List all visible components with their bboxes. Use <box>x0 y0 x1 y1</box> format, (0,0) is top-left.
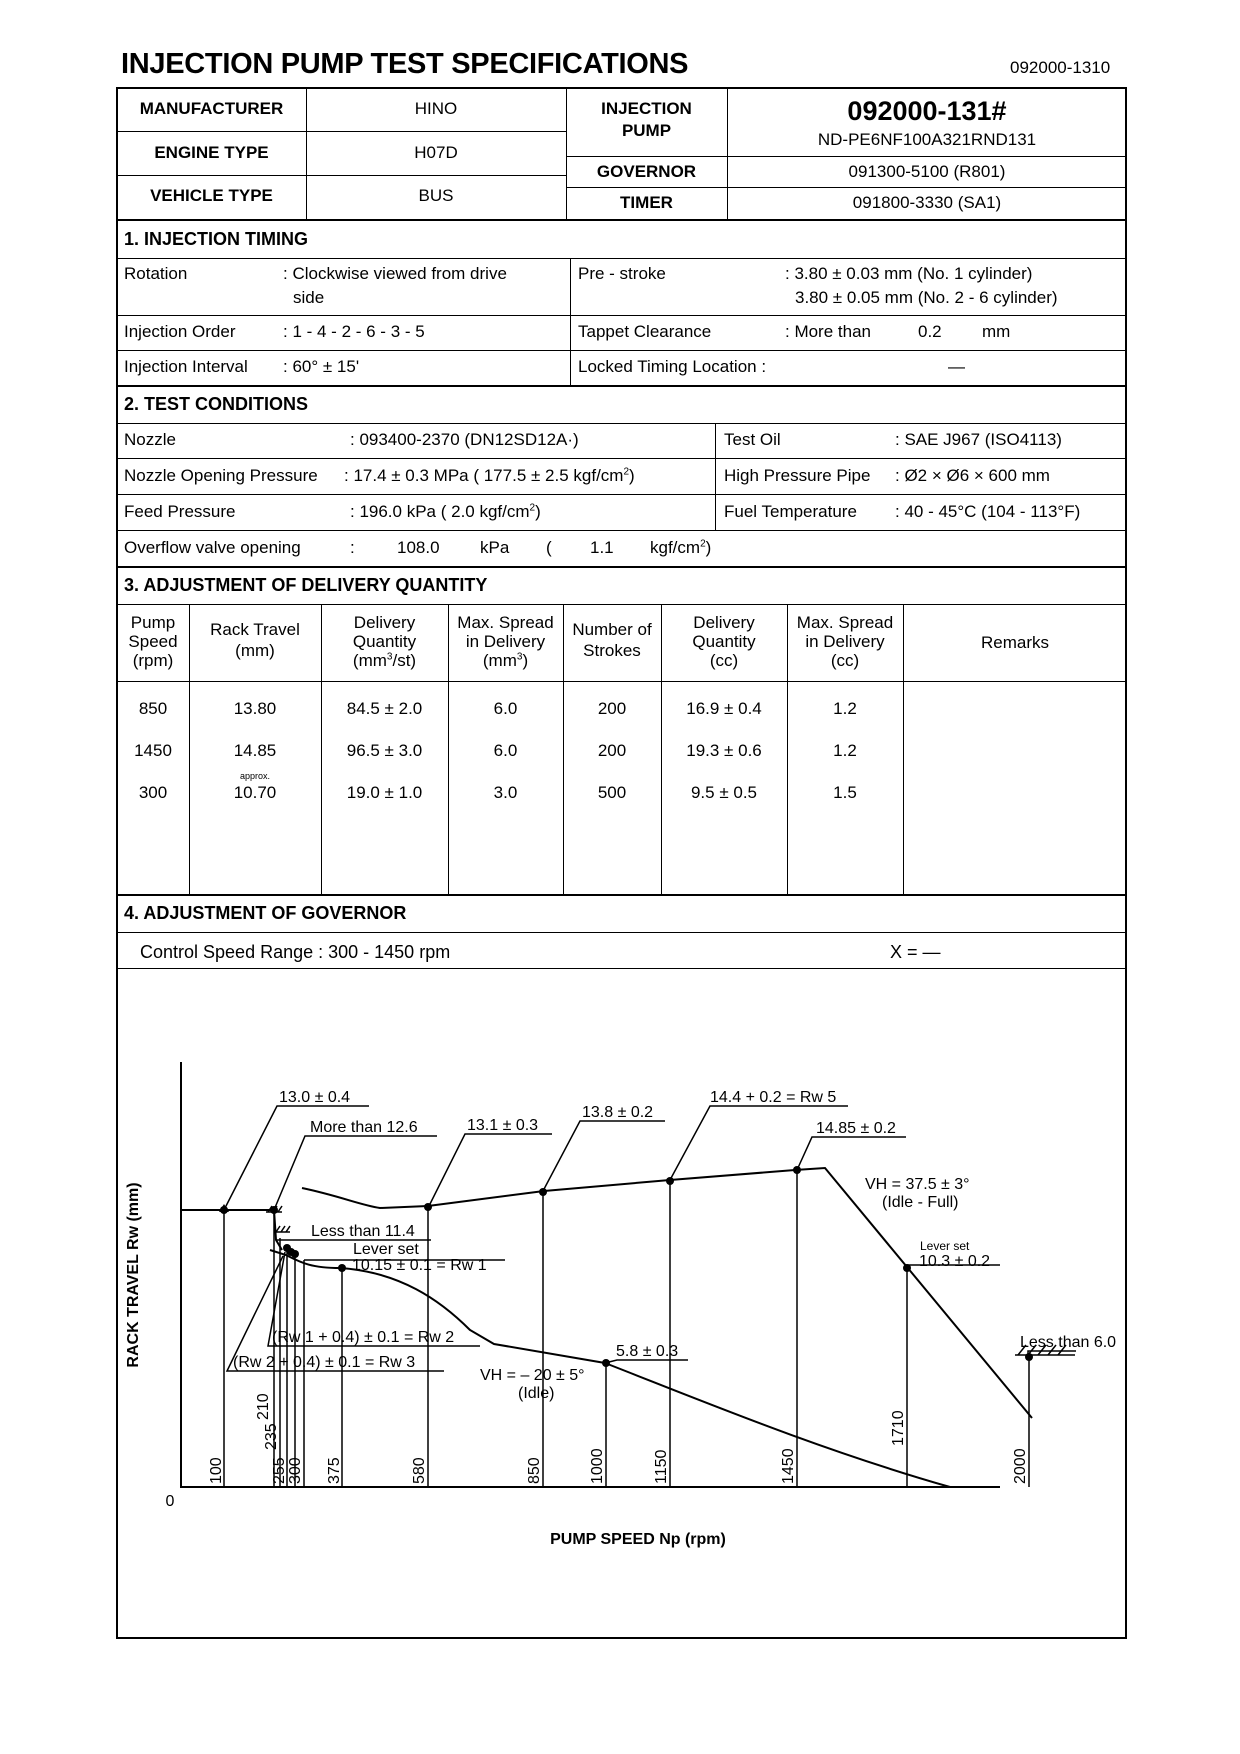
test-oil-value: : SAE J967 (ISO4113) <box>895 430 1062 449</box>
tick-label: 1710 <box>890 1410 907 1446</box>
injection-order-label: Injection Order <box>124 322 236 341</box>
cell: 6.0 <box>493 741 518 760</box>
pump-model: ND-PE6NF100A321RND131 <box>817 130 1037 149</box>
cell: 200 <box>597 699 627 718</box>
annotation: (Idle - Full) <box>882 1194 959 1211</box>
tick-label: 2000 <box>1012 1448 1029 1484</box>
cell: 500 <box>597 783 627 802</box>
tick-label: 210 <box>255 1393 272 1420</box>
cell: 10.70 <box>233 783 277 802</box>
annotation: 13.1 ± 0.3 <box>467 1117 539 1134</box>
cell: 1.2 <box>833 741 857 760</box>
annotation: (Rw 1 + 0.4) ± 0.1 = Rw 2 <box>272 1329 455 1346</box>
timer-label: TIMER <box>620 193 673 212</box>
injection-timing-heading: 1. INJECTION TIMING <box>124 229 309 249</box>
cell: 3.0 <box>493 783 518 802</box>
cell: 300 <box>138 783 168 802</box>
x-axis-label: PUMP SPEED Np (rpm) <box>550 1531 726 1548</box>
manufacturer-value: HINO <box>414 99 458 118</box>
locked-timing-value: — <box>948 357 965 376</box>
tick-label: 375 <box>326 1457 343 1484</box>
cell: 14.85 <box>233 741 277 760</box>
annotation: 14.4 + 0.2 = Rw 5 <box>710 1089 837 1106</box>
cell: 1450 <box>134 741 172 760</box>
annotation: 14.85 ± 0.2 <box>816 1120 896 1137</box>
vehicle-type-label: VEHICLE TYPE <box>150 186 273 205</box>
rotation-value-2: side <box>293 288 325 307</box>
annotation: 10.3 ± 0.2 <box>919 1253 991 1270</box>
cell: 19.0 ± 1.0 <box>346 783 423 802</box>
cell: 6.0 <box>493 699 518 718</box>
cell: 1.5 <box>833 783 857 802</box>
overflow-open-paren: ( <box>546 538 552 557</box>
annotation: 10.15 ± 0.1 = Rw 1 <box>352 1257 487 1274</box>
col-remarks: Remarks <box>980 633 1049 652</box>
cell: 16.9 ± 0.4 <box>686 699 762 718</box>
overflow-valve-label: Overflow valve opening <box>124 538 301 557</box>
prestroke-value-1: : 3.80 ± 0.03 mm (No. 1 cylinder) <box>785 264 1033 283</box>
col-delivery-quantity-cc: Delivery Quantity (cc) <box>692 613 756 670</box>
fuel-temperature-label: Fuel Temperature <box>724 502 857 521</box>
cell: 96.5 ± 3.0 <box>346 741 423 760</box>
delivery-heading: 3. ADJUSTMENT OF DELIVERY QUANTITY <box>124 575 488 595</box>
feed-pressure-label: Feed Pressure <box>124 502 236 521</box>
cell: 1.2 <box>833 699 857 718</box>
tick-label: 850 <box>526 1457 543 1484</box>
tick-label: 1000 <box>589 1448 606 1484</box>
annotation: Less than 11.4 <box>311 1223 415 1240</box>
annotation: 5.8 ± 0.3 <box>616 1343 679 1360</box>
annotations <box>233 1089 1116 1402</box>
annotation: VH = – 20 ± 5° <box>480 1367 585 1384</box>
document-title: INJECTION PUMP TEST SPECIFICATIONS <box>121 48 689 80</box>
cell: 84.5 ± 2.0 <box>346 699 423 718</box>
rotation-label: Rotation <box>124 264 188 283</box>
high-pressure-pipe-value: : Ø2 × Ø6 × 600 mm <box>895 466 1050 485</box>
test-oil-label: Test Oil <box>724 430 781 449</box>
injection-order-value: : 1 - 4 - 2 - 6 - 3 - 5 <box>283 322 425 341</box>
annotation: VH = 37.5 ± 3° <box>865 1176 970 1193</box>
nozzle-label: Nozzle <box>124 430 176 449</box>
cell: 13.80 <box>233 699 277 718</box>
annotation: Less than 6.0 <box>1020 1334 1117 1351</box>
annotation: (Idle) <box>518 1385 555 1402</box>
injection-pump-label-1: INJECTION <box>601 99 692 118</box>
tappet-clearance-label: Tappet Clearance <box>578 322 712 341</box>
cell: 200 <box>597 741 627 760</box>
tick-label: 235 <box>263 1423 280 1450</box>
injection-pump-label-2: PUMP <box>621 121 672 140</box>
overflow-kpa-value: 108.0 <box>397 538 440 557</box>
annotation: More than 12.6 <box>310 1119 418 1136</box>
vehicle-type-value: BUS <box>418 186 454 205</box>
rotation-value-1: : Clockwise viewed from drive <box>283 264 507 283</box>
timer-value: 091800-3330 (SA1) <box>852 193 1002 212</box>
injection-interval-label: Injection Interval <box>124 357 248 376</box>
x-value: X = — <box>890 942 941 962</box>
cell: 19.3 ± 0.6 <box>686 741 762 760</box>
manufacturer-label: MANUFACTURER <box>139 99 284 118</box>
document-number: 092000-1310 <box>1010 58 1111 77</box>
tappet-prefix: : More than <box>785 322 871 341</box>
y-axis-label: RACK TRAVEL Rw (mm) <box>125 1182 142 1368</box>
nozzle-value: : 093400-2370 (DN12SD12A·) <box>350 430 579 449</box>
col-rack-travel: Rack Travel (mm) <box>210 620 300 660</box>
overflow-colon: : <box>350 538 355 557</box>
tick-label: 1150 <box>653 1449 670 1484</box>
high-pressure-pipe-label: High Pressure Pipe <box>724 466 871 485</box>
engine-type-value: H07D <box>414 143 458 162</box>
annotation: Lever set <box>920 1239 970 1253</box>
prestroke-label: Pre - stroke <box>578 264 666 283</box>
col-max-spread-cc: Max. Spread in Delivery (cc) <box>796 613 894 670</box>
tappet-value: 0.2 <box>918 322 942 341</box>
governor-heading: 4. ADJUSTMENT OF GOVERNOR <box>124 903 407 923</box>
col-number-of-strokes: Number of Strokes <box>572 620 652 660</box>
col-max-spread-mm3: Max. Spread in Delivery $(mm^3)$ <box>457 613 554 670</box>
approx-note: approx. <box>239 771 271 781</box>
overflow-kgf-value: 1.1 <box>590 538 614 557</box>
overflow-kgf-unit: kgf/$cm^2$) <box>650 538 712 557</box>
tick-label: 580 <box>411 1457 428 1484</box>
test-conditions-heading: 2. TEST CONDITIONS <box>124 394 309 414</box>
locked-timing-label: Locked Timing Location : <box>578 357 767 376</box>
tick-labels <box>208 1393 1029 1484</box>
nozzle-opening-pressure-label: Nozzle Opening Pressure <box>124 466 318 485</box>
governor-label: GOVERNOR <box>596 162 697 181</box>
tick-label: 1450 <box>780 1448 797 1484</box>
fuel-temperature-value: : 40 - 45°C (104 - 113°F) <box>895 502 1081 521</box>
annotation: 13.0 ± 0.4 <box>279 1089 351 1106</box>
nozzle-opening-pressure-value: : 17.4 ± 0.3 MPa ( 177.5 ± 2.5 kgf/$cm^2$) <box>344 466 635 485</box>
col-delivery-quantity-mm3: Delivery Quantity $(mm^3/st)$ <box>352 613 417 670</box>
overflow-kpa-unit: kPa <box>480 538 510 557</box>
cell: 9.5 ± 0.5 <box>690 783 758 802</box>
annotation: 13.8 ± 0.2 <box>582 1104 654 1121</box>
col-pump-speed: Pump Speed (rpm) <box>128 613 178 670</box>
tappet-unit: mm <box>982 322 1011 341</box>
injection-interval-value: : 60° ± 15' <box>283 357 360 376</box>
governor-value: 091300-5100 (R801) <box>848 162 1006 181</box>
cell: 850 <box>138 699 168 718</box>
control-speed-range: Control Speed Range : 300 - 1450 rpm <box>140 942 451 962</box>
tick-label: 100 <box>208 1457 225 1484</box>
tick-label: 300 <box>287 1457 304 1484</box>
annotation: (Rw 2 + 0.4) ± 0.1 = Rw 3 <box>233 1354 416 1371</box>
annotation: Lever set <box>353 1241 419 1258</box>
engine-type-label: ENGINE TYPE <box>154 143 269 162</box>
prestroke-value-2: 3.80 ± 0.05 mm (No. 2 - 6 cylinder) <box>795 288 1058 307</box>
pump-number: 092000-131# <box>847 96 1007 126</box>
tick-label: 255 <box>271 1457 288 1484</box>
feed-pressure-value: : 196.0 kPa ( 2.0 kgf/$cm^2$) <box>350 502 541 521</box>
origin-label: 0 <box>165 1493 175 1510</box>
